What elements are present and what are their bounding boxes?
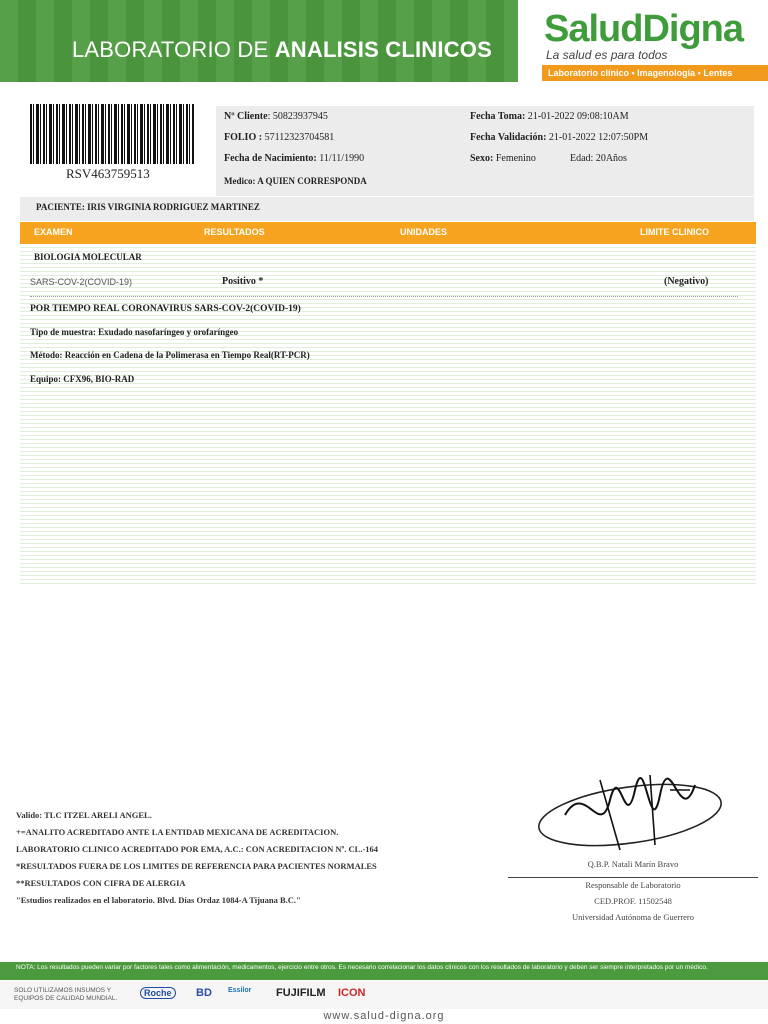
nacimiento-field: Fecha de Nacimiento: 11/11/1990 xyxy=(224,153,365,164)
sample-type: Tipo de muestra: Exudado nasofaríngeo y orofaríngeo xyxy=(30,327,239,337)
signature-line xyxy=(508,877,758,878)
patient-name: PACIENTE: IRIS VIRGINIA RODRIGUEZ MARTINEZ xyxy=(36,202,260,212)
fujifilm-logo: FUJIFILM xyxy=(276,987,326,999)
barcode xyxy=(30,104,194,164)
results-area xyxy=(20,244,756,584)
fecha-validacion-field: Fecha Validación: 21-01-2022 12:07:50PM xyxy=(470,132,649,143)
method: Método: Reacción en Cadena de la Polimerasa en Tiempo Real(RT-PCR) xyxy=(30,350,310,360)
website-url: www.salud-digna.org xyxy=(323,1010,445,1022)
partners-label: SOLO UTILIZAMOS INSUMOS Y EQUIPOS DE CALIDAD MUNDIAL. xyxy=(14,987,118,1002)
result-test-name: SARS-COV-2(COVID-19) xyxy=(30,277,133,287)
alert-note: **RESULTADOS CON CIFRA DE ALERGIA xyxy=(16,878,186,888)
signer-university: Universidad Autónoma de Guerrero xyxy=(571,912,695,922)
signer-name: Q.B.P. Natali Marín Bravo xyxy=(587,859,679,869)
medico-field: Medico: A QUIEN CORRESPONDA xyxy=(224,176,367,186)
fecha-toma-field: Fecha Toma: 21-01-2022 09:08:10AM xyxy=(470,111,629,122)
edad-field: Edad: 20Años xyxy=(570,153,627,164)
out-of-range-note: *RESULTADOS FUERA DE LOS LIMITES DE REFERENCIA PARA PACIENTES NORMALES xyxy=(16,861,377,871)
result-limit: (Negativo) xyxy=(664,276,709,287)
result-value: Positivo * xyxy=(222,276,264,287)
location-note: "Estudios realizados en el laboratorio. Blvd. Días Ordaz 1084-A Tijuana B.C." xyxy=(16,895,301,905)
folio-field: FOLIO : 57112323704581 xyxy=(224,132,335,143)
col-examen: EXAMEN xyxy=(34,227,73,237)
logo-tagline: La salud es para todos xyxy=(546,48,668,62)
signature-image xyxy=(530,760,730,860)
section-title: BIOLOGIA MOLECULAR xyxy=(34,252,142,262)
roche-logo: Roche xyxy=(140,987,176,999)
cliente-field: Nº Cliente: 50823937945 xyxy=(224,111,328,122)
page-title: LABORATORIO DE ANALISIS CLINICOS xyxy=(72,37,492,62)
logo-name: SaludDigna xyxy=(544,8,744,50)
barcode-number: RSV463759513 xyxy=(66,166,150,181)
equipment: Equipo: CFX96, BIO-RAD xyxy=(30,374,135,384)
salud-digna-logo xyxy=(540,8,768,84)
signer-role: Responsable de Laboratorio xyxy=(585,880,681,890)
method-title: POR TIEMPO REAL CORONAVIRUS SARS-COV-2(COVID-19) xyxy=(30,304,301,314)
signer-license: CED.PROF. 11502548 xyxy=(594,896,672,906)
logo-services-bar: Laboratorio clínico • Imagenología • Lentes xyxy=(542,65,768,81)
essilor-logo: Essilor xyxy=(228,987,252,994)
validator-note: Valido: TLC ITZEL ARELI ANGEL. xyxy=(16,810,152,820)
accreditation-number-note: LABORATORIO CLINICO ACREDITADO POR EMA, A.C.: CON ACREDITACION Nº. CL.-164 xyxy=(16,844,379,854)
bd-logo: BD xyxy=(196,987,212,999)
nota-bar: NOTA: Los resultados pueden variar por factores tales como alimentación, medicamentos, ejercicio entre otros. Es necesario correlacionar los datos clínicos con los resultados de laboratorio y deben ser siempre interpretados por un médico. xyxy=(0,962,768,980)
col-limite: LIMITE CLINICO xyxy=(640,227,709,237)
col-resultados: RESULTADOS xyxy=(204,227,265,237)
icon-logo: ICON xyxy=(338,987,366,999)
accredited-note: +=ANALITO ACREDITADO ANTE LA ENTIDAD MEXICANA DE ACREDITACION. xyxy=(16,827,339,837)
result-separator xyxy=(30,296,738,297)
col-unidades: UNIDADES xyxy=(400,227,448,237)
sexo-field: Sexo: Femenino xyxy=(470,153,536,164)
